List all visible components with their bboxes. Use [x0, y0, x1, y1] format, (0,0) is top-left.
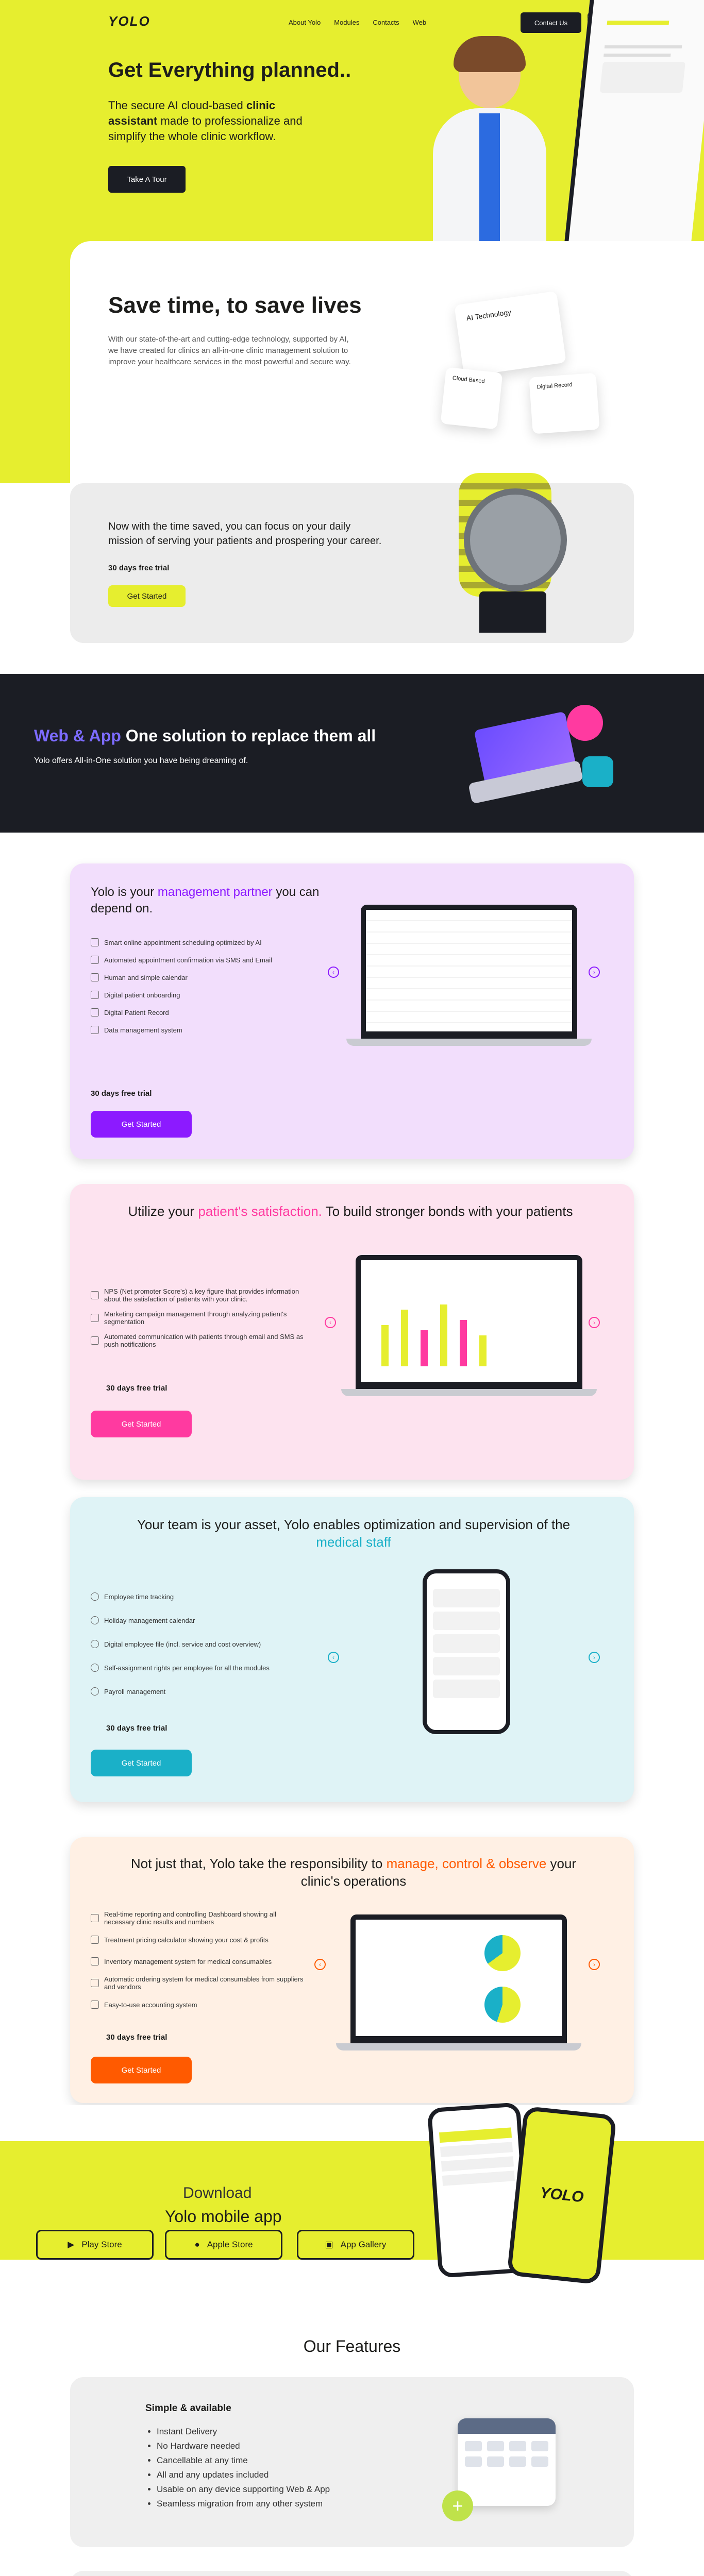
- circle-check-icon: [91, 1664, 99, 1672]
- m4-prev-arrow-icon[interactable]: ‹: [314, 1959, 326, 1970]
- save-time-title: Save time, to save lives: [108, 293, 362, 318]
- m4-item-label: Easy-to-use accounting system: [104, 2001, 197, 2009]
- record-card: [529, 373, 599, 434]
- download-title: Yolo mobile app: [165, 2207, 282, 2226]
- m2-feature-list: [91, 1286, 317, 1354]
- phone-mockup-2: [507, 2106, 617, 2284]
- checkbox-icon: [91, 1026, 99, 1034]
- checkbox-icon: [91, 991, 99, 999]
- hero-sub-pre: The secure AI cloud-based: [108, 99, 246, 112]
- m4-title-hl: manage, control & observe: [386, 1856, 547, 1871]
- contact-us-button[interactable]: Contact Us: [521, 12, 581, 33]
- apple-store-button[interactable]: [165, 2230, 282, 2260]
- m1-item-label: Automated appointment confirmation via SMS and Email: [104, 956, 272, 964]
- apple-store-label: Apple Store: [207, 2240, 253, 2249]
- circle-check-icon: [91, 1687, 99, 1696]
- m1-item: [91, 953, 307, 967]
- m1-item-label: Human and simple calendar: [104, 973, 188, 981]
- web-app-title: [34, 726, 376, 745]
- m3-item-label: Payroll management: [104, 1687, 166, 1696]
- nav-item-contacts[interactable]: Contacts: [373, 19, 399, 26]
- m2-title-pre: Utilize your: [128, 1204, 198, 1219]
- nav-menu: [289, 19, 426, 26]
- web-app-subtitle: Yolo offers All-in-One solution you have being dreaming of.: [34, 756, 248, 765]
- m4-item-label: Treatment pricing calculator showing your cost & profits: [104, 1936, 269, 1944]
- feature-simple-item: • Cancellable at any time: [157, 2453, 330, 2468]
- take-a-tour-button[interactable]: Take A Tour: [108, 166, 186, 193]
- m3-item: [91, 1614, 317, 1627]
- m1-trial: 30 days free trial: [91, 1089, 152, 1098]
- m1-title-pre: Yolo is your: [91, 885, 158, 899]
- m2-title-hl: patient's satisfaction.: [198, 1204, 322, 1219]
- m4-get-started-button[interactable]: Get Started: [91, 2057, 192, 2083]
- m3-item-label: Employee time tracking: [104, 1592, 174, 1601]
- m2-prev-arrow-icon[interactable]: ‹: [325, 1317, 336, 1328]
- m1-title-post: you can depend on.: [91, 885, 320, 916]
- m1-prev-arrow-icon[interactable]: ‹: [328, 967, 339, 978]
- m2-item-label: Marketing campaign management through analyzing patient's segmentation: [104, 1310, 287, 1326]
- play-icon: ▶: [68, 2240, 75, 2249]
- cloud-card: [441, 367, 503, 430]
- focus-trial: 30 days free trial: [108, 564, 170, 572]
- record-card-label: Digital Record: [537, 381, 573, 391]
- m4-item: [91, 1931, 307, 1948]
- ai-technology-illustration: [443, 287, 608, 442]
- feature-simple-item: • Instant Delivery: [157, 2425, 330, 2439]
- m2-item: [91, 1309, 317, 1327]
- app-gallery-label: App Gallery: [340, 2240, 387, 2249]
- m3-item: [91, 1685, 317, 1698]
- m3-item: [91, 1590, 317, 1603]
- m2-item: [91, 1286, 317, 1304]
- ai-card: [454, 291, 566, 377]
- logo[interactable]: YOLO: [108, 13, 150, 29]
- checkbox-icon: [91, 938, 99, 946]
- m1-feature-list: [91, 936, 307, 1041]
- m1-item: [91, 1006, 307, 1019]
- calendar-icon: +: [458, 2418, 556, 2506]
- m4-item: [91, 1953, 307, 1970]
- checkbox-icon: [91, 973, 99, 981]
- features-title: Our Features: [303, 2337, 401, 2355]
- m1-item-label: Digital Patient Record: [104, 1008, 169, 1016]
- focus-body: Now with the time saved, you can focus on your daily mission of serving your patients and prospering your career.: [108, 521, 382, 547]
- circle-check-icon: [91, 1592, 99, 1601]
- ai-card-label: AI Technology: [465, 308, 512, 323]
- download-section: [0, 2105, 704, 2321]
- circle-check-icon: [91, 1640, 99, 1648]
- m1-item: [91, 988, 307, 1002]
- module-operations-section: [0, 1837, 704, 2105]
- feature-simple-card: [70, 2377, 634, 2547]
- nav-item-about[interactable]: About Yolo: [289, 19, 321, 26]
- checkbox-icon: [91, 1291, 99, 1299]
- m1-item-label: Smart online appointment scheduling optimized by AI: [104, 938, 262, 946]
- m3-item-label: Digital employee file (incl. service and cost overview): [104, 1640, 261, 1648]
- m4-title-post: your clinic's operations: [300, 1856, 577, 1889]
- hero-sub-bold: clinic assistant: [108, 99, 276, 127]
- hero-section: [0, 0, 704, 241]
- download-label: Download: [183, 2184, 252, 2201]
- module-staff-section: [0, 1497, 704, 1837]
- m2-get-started-button[interactable]: Get Started: [91, 1411, 192, 1437]
- m4-laptop-screenshot: [350, 1914, 567, 2054]
- hero-sub-post: made to professionalize and simplify the whole clinic workflow.: [108, 114, 303, 143]
- play-store-label: Play Store: [81, 2240, 122, 2249]
- feature-simple-title: Simple & available: [145, 2403, 231, 2414]
- m2-laptop-screenshot: [356, 1255, 582, 1399]
- focus-get-started-button[interactable]: Get Started: [108, 585, 186, 607]
- module-staff-title: [122, 1516, 585, 1551]
- m4-item-label: Inventory management system for medical consumables: [104, 1957, 272, 1965]
- hero-tablet-mockup: [564, 0, 704, 241]
- hero-title: Get Everything planned..: [108, 59, 351, 81]
- checkbox-icon: [91, 956, 99, 964]
- apple-icon: ●: [194, 2240, 200, 2249]
- module-patients-title: [119, 1202, 582, 1220]
- m2-title-post: To build stronger bonds with your patients: [322, 1204, 573, 1219]
- m4-title-pre: Not just that, Yolo take the responsibility to: [130, 1856, 387, 1871]
- clock-illustration: [438, 463, 572, 633]
- m4-item-label: Real-time reporting and controlling Dashboard showing all necessary clinic results and numbers: [104, 1910, 276, 1926]
- web-app-title-highlight: Web & App: [34, 726, 121, 745]
- m3-item: [91, 1637, 317, 1651]
- feature-simple-list: [145, 2425, 330, 2511]
- m3-item-label: Holiday management calendar: [104, 1616, 195, 1624]
- m3-item-label: Self-assignment rights per employee for all the modules: [104, 1664, 270, 1672]
- module-operations-title: [122, 1855, 585, 1890]
- m3-get-started-button[interactable]: Get Started: [91, 1750, 192, 1776]
- checkbox-icon: [91, 1914, 99, 1922]
- m1-next-arrow-icon[interactable]: ›: [589, 967, 600, 978]
- m2-item-label: Automated communication with patients through email and SMS as push notifications: [104, 1333, 304, 1348]
- save-time-section: [0, 241, 704, 483]
- m3-title-pre: Your team is your asset, Yolo enables optimization and supervision of the: [137, 1517, 571, 1532]
- m1-title-hl: management partner: [157, 885, 273, 899]
- m1-get-started-button[interactable]: Get Started: [91, 1111, 192, 1138]
- module-management-section: [0, 833, 704, 1178]
- m4-next-arrow-icon[interactable]: ›: [589, 1959, 600, 1970]
- m3-phone-screenshot: [423, 1569, 510, 1734]
- checkbox-icon: [91, 1314, 99, 1322]
- module-patients-section: [0, 1178, 704, 1497]
- laptop-3d-illustration: [464, 700, 618, 808]
- m3-item: [91, 1661, 317, 1674]
- m3-trial: 30 days free trial: [106, 1724, 167, 1733]
- cloud-card-label: Cloud Based: [452, 375, 485, 385]
- m2-next-arrow-icon[interactable]: ›: [589, 1317, 600, 1328]
- phone-logo: YOLO: [539, 2184, 585, 2206]
- m3-prev-arrow-icon[interactable]: ‹: [328, 1652, 339, 1663]
- m1-item: [91, 1023, 307, 1037]
- m3-feature-list: [91, 1590, 317, 1708]
- circle-check-icon: [91, 1616, 99, 1624]
- m4-item-label: Automatic ordering system for medical consumables from suppliers and vendors: [104, 1975, 304, 1991]
- hero-subtitle: [108, 98, 325, 144]
- play-store-button[interactable]: [36, 2230, 154, 2260]
- feature-simple-item: • No Hardware needed: [157, 2439, 330, 2453]
- m3-next-arrow-icon[interactable]: ›: [589, 1652, 600, 1663]
- m2-item-label: NPS (Net promoter Score's) a key figure that provides information about the satisfaction of patients with your clinic.: [104, 1287, 299, 1303]
- module-management-title: [91, 884, 328, 917]
- gallery-icon: ▣: [325, 2240, 333, 2249]
- m4-item: [91, 1909, 307, 1927]
- m2-trial: 30 days free trial: [106, 1384, 167, 1393]
- m2-item: [91, 1331, 317, 1350]
- checkbox-icon: [91, 1336, 99, 1345]
- nav-item-web[interactable]: Web: [412, 19, 427, 26]
- m1-laptop-screenshot: [361, 905, 577, 1049]
- m4-trial: 30 days free trial: [106, 2033, 167, 2042]
- nav-item-modules[interactable]: Modules: [334, 19, 360, 26]
- m1-item-label: Data management system: [104, 1026, 182, 1034]
- m4-item: [91, 1996, 307, 2013]
- feature-simple-item: • All and any updates included: [157, 2468, 330, 2482]
- web-app-title-rest: One solution to replace them all: [121, 726, 376, 745]
- save-time-body: With our state-of-the-art and cutting-edge technology, supported by AI, we have created for clinics an all-in-one clinic management solution to improve your healthcare services in the most powerful and secure way.: [108, 335, 351, 366]
- m1-item-label: Digital patient onboarding: [104, 991, 180, 999]
- web-app-section: [0, 674, 704, 833]
- feature-simple-item: • Usable on any device supporting Web & App: [157, 2482, 330, 2497]
- checkbox-icon: [91, 1936, 99, 1944]
- checkbox-icon: [91, 1957, 99, 1965]
- doctor-illustration: [423, 41, 567, 241]
- checkbox-icon: [91, 1008, 99, 1016]
- m4-feature-list: [91, 1909, 307, 2018]
- m3-title-hl: medical staff: [316, 1534, 391, 1550]
- app-gallery-button[interactable]: [297, 2230, 414, 2260]
- focus-section: [0, 483, 704, 674]
- m1-item: [91, 936, 307, 949]
- checkbox-icon: [91, 1979, 99, 1987]
- m4-item: [91, 1974, 307, 1992]
- m1-item: [91, 971, 307, 984]
- checkbox-icon: [91, 2001, 99, 2009]
- feature-luxury-card: [70, 2571, 634, 2576]
- feature-simple-item: • Seamless migration from any other system: [157, 2497, 330, 2511]
